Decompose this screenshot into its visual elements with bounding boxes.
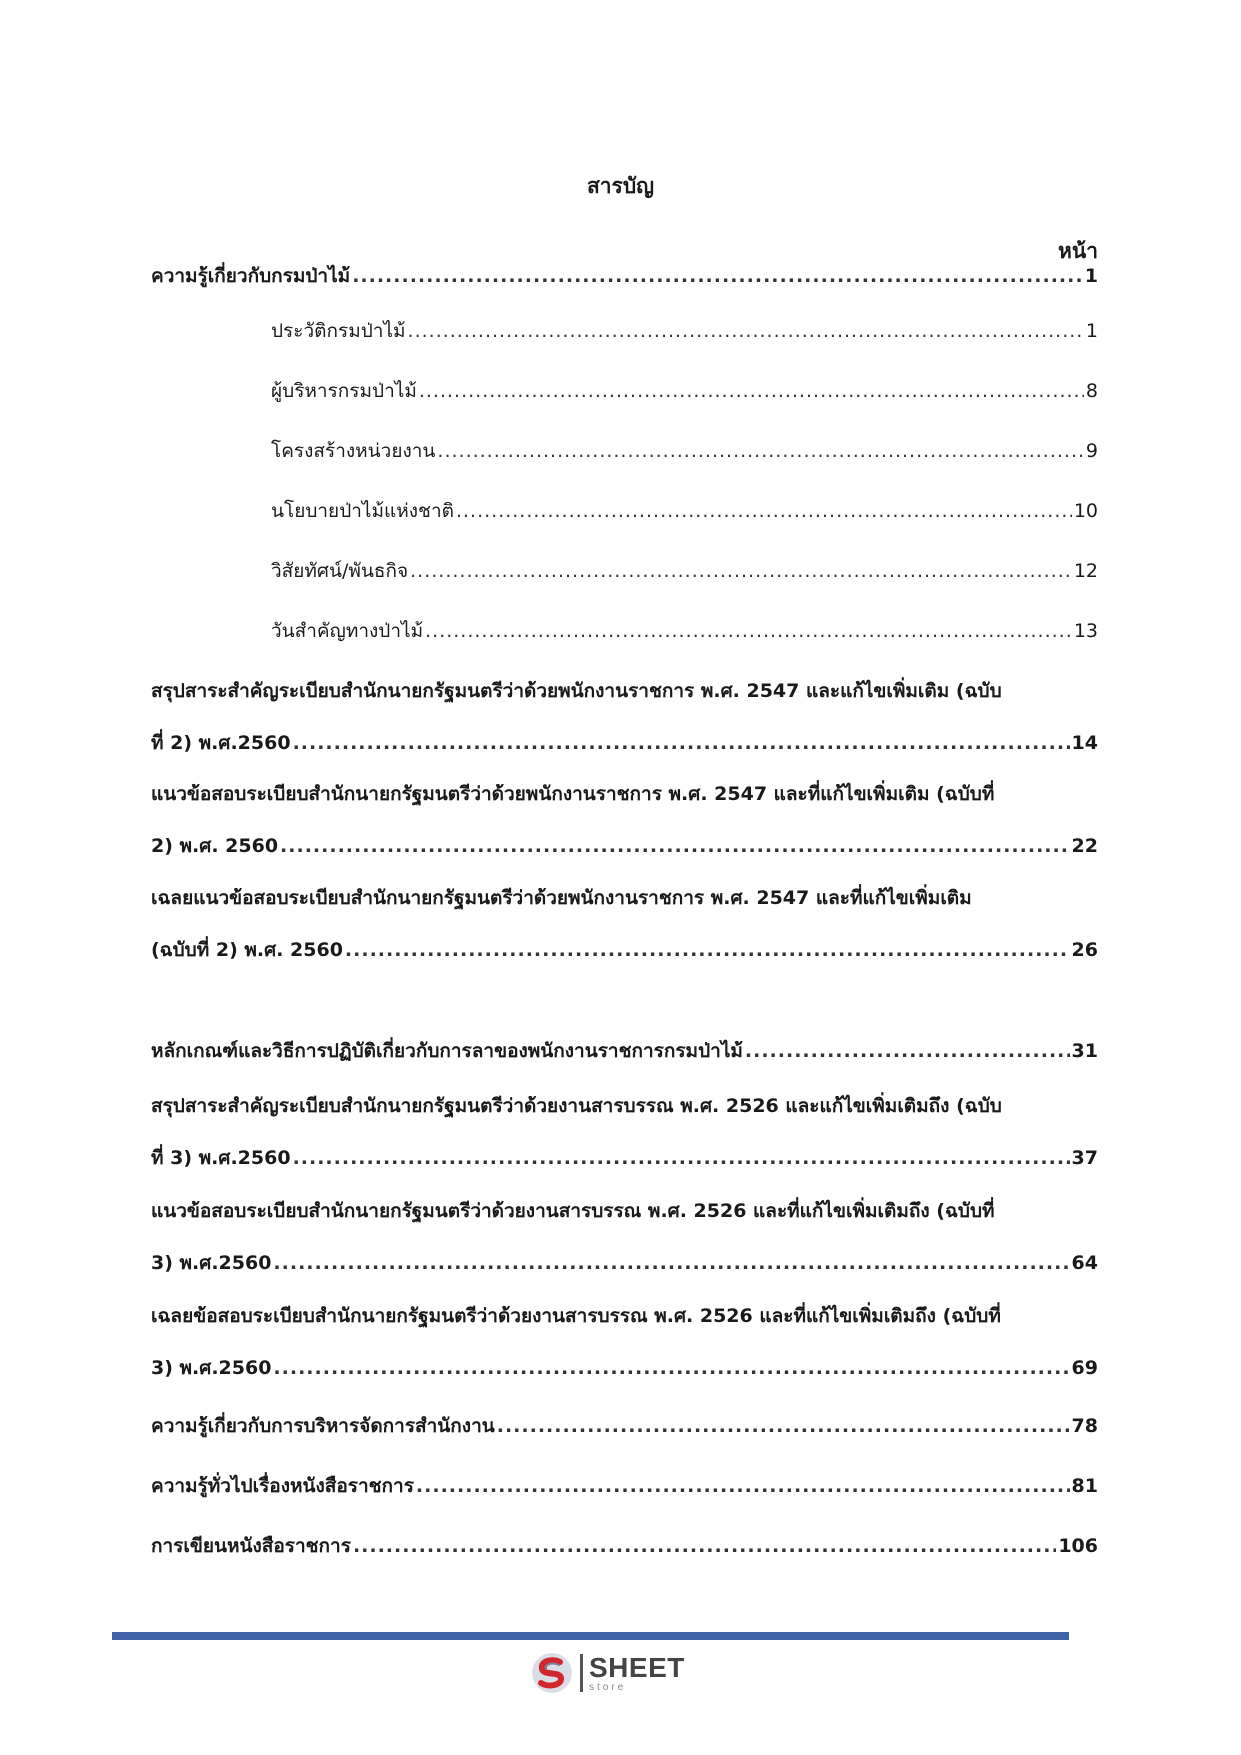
toc-entry[interactable] bbox=[151, 1520, 1098, 1572]
toc-entry-page: 13 bbox=[1073, 620, 1098, 642]
toc-entry[interactable] bbox=[151, 1080, 1098, 1184]
dot-leader bbox=[280, 820, 1070, 872]
dot-leader bbox=[456, 485, 1072, 537]
toc-entry-page: 9 bbox=[1085, 440, 1098, 462]
toc-entry-page: 26 bbox=[1071, 939, 1098, 961]
toc-entry-title: หลักเกณฑ์และวิธีการปฏิบัติเกี่ยวกับการลาของพนักงานราชการกรมป่าไม้ bbox=[151, 1040, 743, 1062]
dot-leader bbox=[745, 1025, 1070, 1077]
toc-entry-title: (ฉบับที่ 2) พ.ศ. 2560 bbox=[151, 939, 343, 961]
toc-subentry[interactable] bbox=[271, 485, 1098, 537]
dot-leader bbox=[273, 1342, 1069, 1394]
dot-leader bbox=[293, 717, 1070, 769]
toc-entry-page: 31 bbox=[1071, 1040, 1098, 1062]
dot-leader bbox=[437, 425, 1084, 477]
toc-entry-page: 10 bbox=[1073, 500, 1098, 522]
toc-entry[interactable] bbox=[151, 1290, 1098, 1394]
toc-entry-title: ความรู้ทั่วไปเรื่องหนังสือราชการ bbox=[151, 1475, 414, 1497]
toc-entry-page: 1 bbox=[1085, 320, 1098, 342]
page-column-label: หน้า bbox=[1058, 239, 1098, 263]
toc-entry-page: 106 bbox=[1058, 1535, 1098, 1557]
dot-leader bbox=[353, 1520, 1056, 1572]
dot-leader bbox=[273, 1237, 1069, 1289]
logo-subword: store bbox=[589, 1681, 627, 1693]
toc-entry[interactable] bbox=[151, 665, 1098, 769]
dot-leader bbox=[293, 1132, 1070, 1184]
toc-subentry[interactable] bbox=[271, 425, 1098, 477]
dot-leader bbox=[352, 250, 1083, 302]
toc-entry-page: 1 bbox=[1084, 265, 1098, 287]
logo-word: SHEET bbox=[589, 1651, 685, 1683]
toc-entry[interactable] bbox=[151, 250, 1098, 302]
dot-leader bbox=[410, 545, 1072, 597]
toc-entry-title: นโยบายป่าไม้แห่งชาติ bbox=[271, 500, 454, 522]
toc-subentry[interactable] bbox=[271, 605, 1098, 657]
toc-entry-page: 69 bbox=[1071, 1357, 1098, 1379]
toc-entry-title: ความรู้เกี่ยวกับกรมป่าไม้ bbox=[151, 265, 351, 287]
dot-leader bbox=[345, 924, 1070, 976]
toc-entry-page: 12 bbox=[1073, 560, 1098, 582]
toc-entry-title-line1: แนวข้อสอบระเบียบสำนักนายกรัฐมนตรีว่าด้วยงานสารบรรณ พ.ศ. 2526 และที่แก้ไขเพิ่มเติมถึง (ฉบับที่ bbox=[151, 1200, 995, 1222]
toc-entry-title: 3) พ.ศ.2560 bbox=[151, 1357, 272, 1379]
toc-entry[interactable] bbox=[151, 872, 1098, 976]
footer-rule bbox=[112, 1632, 1069, 1640]
toc-entry-title-line1: เฉลยข้อสอบระเบียบสำนักนายกรัฐมนตรีว่าด้วยงานสารบรรณ พ.ศ. 2526 และที่แก้ไขเพิ่มเติมถึง (ฉบับที่ bbox=[151, 1305, 1001, 1327]
toc-entry-title: ที่ 3) พ.ศ.2560 bbox=[151, 1147, 291, 1169]
dot-leader bbox=[408, 305, 1084, 357]
toc-entry-title: โครงสร้างหน่วยงาน bbox=[271, 440, 436, 462]
toc-entry-title: ความรู้เกี่ยวกับการบริหารจัดการสำนักงาน bbox=[151, 1415, 495, 1437]
logo-wordmark bbox=[589, 1651, 685, 1693]
toc-entry[interactable] bbox=[151, 1460, 1098, 1512]
toc-entry-page: 64 bbox=[1071, 1252, 1098, 1274]
toc-entry-title: วันสำคัญทางป่าไม้ bbox=[271, 620, 424, 642]
toc-subentry[interactable] bbox=[271, 305, 1098, 357]
toc-entry[interactable] bbox=[151, 1400, 1098, 1452]
dot-leader bbox=[425, 605, 1072, 657]
footer-logo bbox=[530, 1650, 720, 1696]
toc-entry-page: 8 bbox=[1085, 380, 1098, 402]
toc-entry-title-line1: เฉลยแนวข้อสอบระเบียบสำนักนายกรัฐมนตรีว่าด้วยพนักงานราชการ พ.ศ. 2547 และที่แก้ไขเพิ่มเติม bbox=[151, 887, 972, 909]
toc-entry-page: 81 bbox=[1071, 1475, 1098, 1497]
toc-entry-title: 2) พ.ศ. 2560 bbox=[151, 835, 279, 857]
toc-entry-title: ผู้บริหารกรมป่าไม้ bbox=[271, 380, 417, 402]
logo-separator bbox=[580, 1654, 583, 1692]
toc-entry-title: 3) พ.ศ.2560 bbox=[151, 1252, 272, 1274]
toc-entry-page: 22 bbox=[1071, 835, 1098, 857]
toc-entry-title: วิสัยทัศน์/พันธกิจ bbox=[271, 560, 409, 582]
toc-entry-title-line1: สรุปสาระสำคัญระเบียบสำนักนายกรัฐมนตรีว่าด้วยพนักงานราชการ พ.ศ. 2547 และแก้ไขเพิ่มเติม (ฉบับ bbox=[151, 680, 1002, 702]
dot-leader bbox=[416, 1460, 1070, 1512]
dot-leader bbox=[419, 365, 1084, 417]
toc-entry[interactable] bbox=[151, 1185, 1098, 1289]
toc-entry-title-line1: สรุปสาระสำคัญระเบียบสำนักนายกรัฐมนตรีว่าด้วยงานสารบรรณ พ.ศ. 2526 และแก้ไขเพิ่มเติมถึง (ฉบับ bbox=[151, 1095, 1002, 1117]
toc-entry-title: ประวัติกรมป่าไม้ bbox=[271, 320, 406, 342]
toc-entry-title: การเขียนหนังสือราชการ bbox=[151, 1535, 351, 1557]
sheet-store-s-logo-icon bbox=[530, 1651, 574, 1695]
toc-entry-page: 78 bbox=[1071, 1415, 1098, 1437]
toc-entry-page: 37 bbox=[1071, 1147, 1098, 1169]
toc-entry[interactable] bbox=[151, 768, 1098, 872]
toc-subentry[interactable] bbox=[271, 545, 1098, 597]
toc-entry-title-line1: แนวข้อสอบระเบียบสำนักนายกรัฐมนตรีว่าด้วยพนักงานราชการ พ.ศ. 2547 และที่แก้ไขเพิ่มเติม (ฉบับที่ bbox=[151, 783, 995, 805]
dot-leader bbox=[497, 1400, 1070, 1452]
toc-subentry[interactable] bbox=[271, 365, 1098, 417]
toc-entry-title: ที่ 2) พ.ศ.2560 bbox=[151, 732, 291, 754]
page-title: สารบัญ bbox=[586, 174, 655, 198]
toc-entry[interactable] bbox=[151, 1025, 1098, 1077]
toc-entry-page: 14 bbox=[1071, 732, 1098, 754]
